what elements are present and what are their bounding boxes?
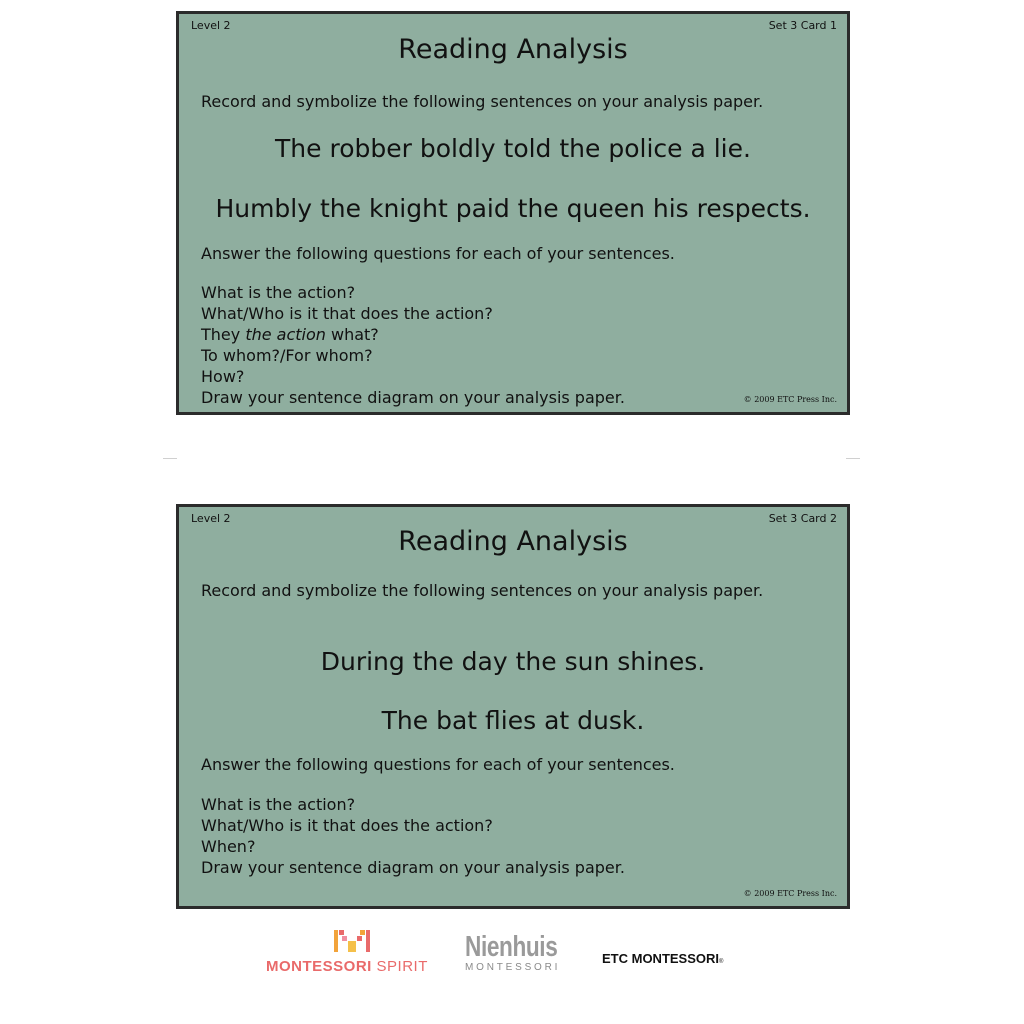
answer-prompt: Answer the following questions for each of your sentences. <box>201 244 675 263</box>
question-doer: What/Who is it that does the action? <box>201 816 493 835</box>
set-card-label: Set 3 Card 2 <box>768 512 837 525</box>
montessori-spirit-logo <box>266 958 428 975</box>
etc-montessori-logo <box>602 951 723 966</box>
separator-right <box>846 458 860 459</box>
reading-analysis-card-2 <box>176 504 850 909</box>
question-list <box>201 794 625 878</box>
brand-logos <box>0 925 1024 985</box>
montessori-spirit-logo-mark <box>334 930 370 952</box>
montessori-spirit-logo-light: SPIRIT <box>371 958 428 975</box>
registered-mark: ® <box>719 959 724 965</box>
diagram-instruction: Draw your sentence diagram on your analysis paper. <box>201 388 625 407</box>
record-instruction: Record and symbolize the following sentences on your analysis paper. <box>201 92 764 111</box>
nienhuis-logo-subtitle: MONTESSORI <box>465 962 561 973</box>
separator-left <box>163 458 177 459</box>
question-when: When? <box>201 837 256 856</box>
question-what-pre: They <box>201 325 246 344</box>
copyright: © 2009 ETC Press Inc. <box>743 889 837 898</box>
question-what <box>201 324 625 345</box>
reading-analysis-card-1 <box>176 11 850 415</box>
sentence-1: The robber boldly told the police a lie. <box>275 134 751 163</box>
question-to-whom: To whom?/For whom? <box>201 346 373 365</box>
nienhuis-logo: Nienhuis <box>465 931 558 963</box>
etc-montessori-logo-text: ETC MONTESSORI <box>602 951 720 966</box>
set-card-label: Set 3 Card 1 <box>768 19 837 32</box>
sentence-1: During the day the sun shines. <box>320 647 706 676</box>
question-how: How? <box>201 367 245 386</box>
card-title: Reading Analysis <box>398 34 628 65</box>
sentence-2: The bat flies at dusk. <box>381 706 645 735</box>
diagram-instruction: Draw your sentence diagram on your analysis paper. <box>201 858 625 877</box>
question-doer: What/Who is it that does the action? <box>201 304 493 323</box>
level-label: Level 2 <box>191 19 231 32</box>
card-title: Reading Analysis <box>398 526 628 557</box>
sentence-2: Humbly the knight paid the queen his respects. <box>215 194 811 223</box>
answer-prompt: Answer the following questions for each of your sentences. <box>201 755 675 774</box>
question-what-italic: the action <box>245 325 326 344</box>
question-action: What is the action? <box>201 283 356 302</box>
question-list <box>201 282 625 408</box>
level-label: Level 2 <box>191 512 231 525</box>
question-what-post: what? <box>325 325 379 344</box>
question-action: What is the action? <box>201 795 356 814</box>
montessori-spirit-logo-bold: MONTESSORI <box>266 958 372 975</box>
record-instruction: Record and symbolize the following sentences on your analysis paper. <box>201 581 764 600</box>
copyright: © 2009 ETC Press Inc. <box>743 395 837 404</box>
